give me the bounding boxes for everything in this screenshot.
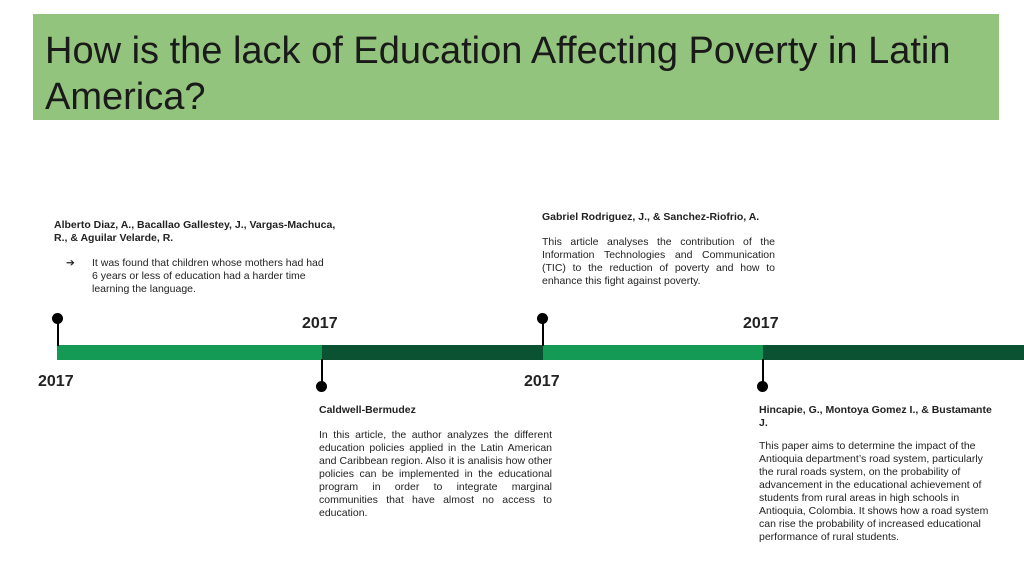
arrow-right-icon: ➔ xyxy=(66,257,75,269)
entry-authors: Gabriel Rodriguez, J., & Sanchez-Riofrio, A. xyxy=(542,211,760,223)
timeline-segment-3 xyxy=(543,345,763,360)
entry-summary: This paper aims to determine the impact of the Antioquia department’s road system, particularly the rural roads system, on the probability of advancement in the educational achievement of students from rural areas in high schools in Antioquia, Colombia. It shows how a road system can rise the probability of increased educational performance of rural students. xyxy=(759,440,989,543)
timeline-entry-4 xyxy=(759,404,997,544)
entry-authors: Hincapie, G., Montoya Gomez I., & Bustamante J. xyxy=(759,404,992,429)
timeline-pin-dot-2 xyxy=(316,381,327,392)
year-label-3: 2017 xyxy=(524,373,560,390)
year-label-2: 2017 xyxy=(302,315,338,332)
timeline-entry-3 xyxy=(542,211,775,288)
entry-authors: Caldwell-Bermudez xyxy=(319,404,416,416)
entry-authors: Alberto Diaz, A., Bacallao Gallestey, J., Vargas-Machuca, R., & Aguilar Velarde, R. xyxy=(54,219,336,244)
year-label-4: 2017 xyxy=(743,315,779,332)
timeline-pin-dot-4 xyxy=(757,381,768,392)
entry-summary: In this article, the author analyzes the different education policies applied in the Latin American and Caribbean region. Also it is analisis how other policies can be implemented in the educational program in order to integrate marginal communities that have almost no access to education. xyxy=(319,429,552,519)
timeline-segment-4 xyxy=(763,345,1024,360)
title-banner xyxy=(33,14,999,120)
timeline-entry-2 xyxy=(319,404,552,520)
timeline-entry-1 xyxy=(54,219,344,296)
entry-summary: It was found that children whose mothers had had 6 years or less of education had a harder time learning the language. xyxy=(92,257,324,295)
year-label-1: 2017 xyxy=(38,373,74,390)
timeline-segment-1 xyxy=(57,345,322,360)
entry-summary: This article analyses the contribution of the Information Technologies and Communication (TIC) to the reduction of poverty and how to enhance this fight against poverty. xyxy=(542,236,775,287)
timeline-segment-2 xyxy=(322,345,543,360)
page-title: How is the lack of Education Affecting Poverty in Latin America? xyxy=(45,30,951,118)
timeline-pin-line-1 xyxy=(57,318,59,346)
timeline-pin-line-3 xyxy=(542,318,544,346)
